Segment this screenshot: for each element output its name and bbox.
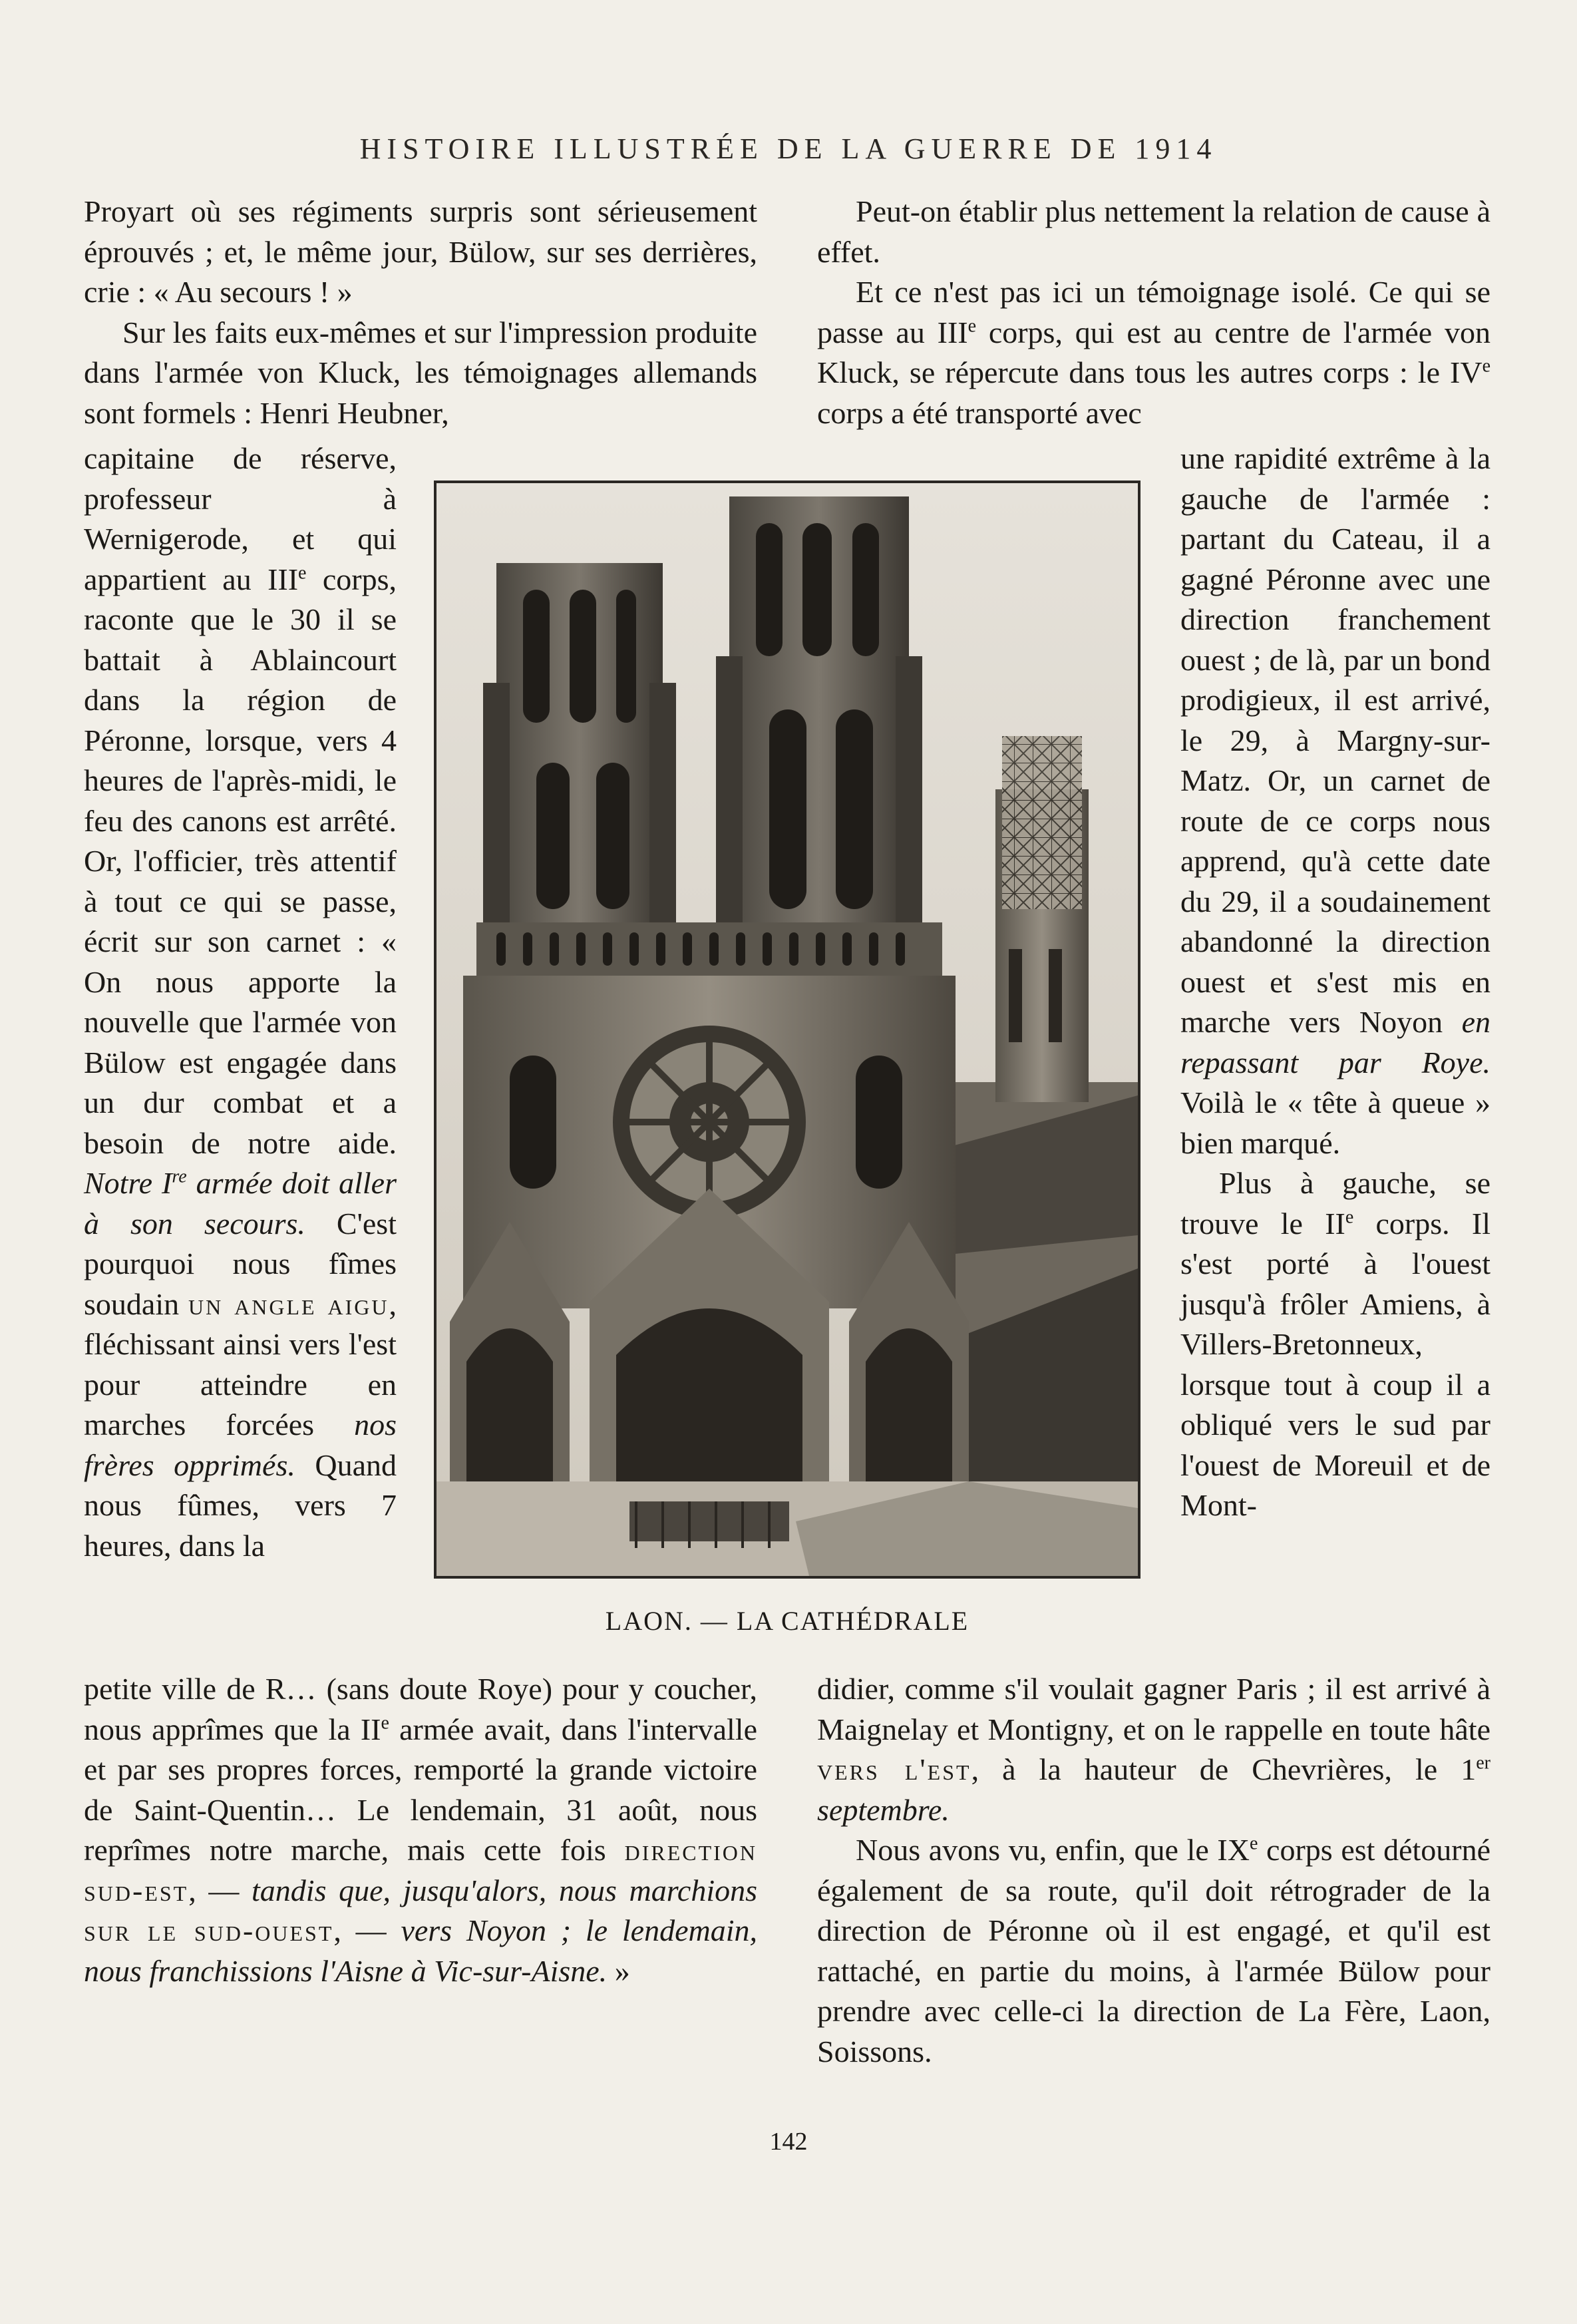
paragraph: Sur les faits eux-mêmes et sur l'impression produite dans l'armée von Kluck, les témoignages allemands sont formels : Henri Heubner, — [84, 315, 757, 430]
cathedral-photo — [434, 481, 1140, 1579]
paragraph: capitaine de réserve, professeur à Wernigerode, et qui appartient au IIIe corps, raconte que le 30 il se battait à Ablaincourt dans la région de Péronne, lorsque, vers 4 heures de l'après-midi, le feu des canons est arrêté. Or, l'officier, très attentif à tout ce qui se passe, écrit sur son carnet : « On nous apporte la nouvelle que l'armée von Bülow est engagée dans un dur combat et a besoin de notre aide. Notre Ire armée doit aller à son secours. C'est pourquoi nous fîmes soudain un angle aigu, fléchissant ainsi vers l'est pour atteindre en marches forcées nos frères opprimés. Quand nous fûmes, vers 7 heures, dans la — [84, 441, 397, 1563]
paragraph: petite ville de R… (sans doute Roye) pour y coucher, nous apprîmes que la IIe armée avait, dans l'intervalle et par ses propres forces, remporté la grande victoire de Saint-Quentin… Le lendemain, 31 août, nous reprîmes notre marche, mais cette fois direction sud-est, — tandis que, jusqu'alors, nous marchions sur le sud-ouest, — vers Noyon ; le lendemain, nous franchissions l'Aisne à Vic-sur-Aisne. » — [84, 1672, 757, 1988]
paragraph: Nous avons vu, enfin, que le IXe corps est détourné également de sa route, qu'il doit rétrograder de la direction de Péronne où il est engagé, et qu'il est rattaché, en partie du moins, à l'armée Bülow pour prendre avec celle-ci la direction de La Fère, Laon, Soissons. — [817, 1833, 1491, 2068]
left-col-bottom — [84, 1669, 757, 1991]
paragraph: Plus à gauche, se trouve le IIe corps. Il s'est porté à l'ouest jusqu'à frôler Amiens, à Villers-Bretonneux, lorsque tout à coup il a obliqué vers le sud par l'ouest de Moreuil et de Mont- — [1180, 1166, 1490, 1522]
paragraph: Peut-on établir plus nettement la relation de cause à effet. — [817, 194, 1490, 269]
page-number: 142 — [769, 2128, 808, 2156]
paragraph: Proyart où ses régiments surpris sont sérieusement éprouvés ; et, le même jour, Bülow, sur ses derrières, crie : « Au secours ! » — [84, 194, 757, 309]
left-col-top — [84, 192, 757, 433]
paragraph: didier, comme s'il voulait gagner Paris ; il est arrivé à Maignelay et Montigny, et on le rappelle en toute hâte vers l'est, à la hauteur de Chevrières, le 1er septembre. — [817, 1672, 1490, 1827]
left-col-narrow — [84, 439, 397, 1566]
right-col-top — [817, 192, 1490, 433]
paragraph: Et ce n'est pas ici un témoignage isolé. Ce qui se passe au IIIe corps, qui est au centre de l'armée von Kluck, se répercute dans tous les autres corps : le IVe corps a été transporté avec — [817, 275, 1490, 430]
photo-caption: LAON. — LA CATHÉDRALE — [605, 1606, 969, 1636]
right-col-narrow — [1180, 439, 1490, 1526]
right-col-bottom — [817, 1669, 1490, 2072]
laon-cathedral-illustration — [437, 483, 1138, 1576]
running-header: HISTOIRE ILLUSTRÉE DE LA GUERRE DE 1914 — [359, 132, 1218, 165]
paragraph: une rapidité extrême à la gauche de l'armée : partant du Cateau, il a gagné Péronne avec une direction franchement ouest ; de là, par un bond prodigieux, il est arrivé, le 29, à Margny-sur-Matz. Or, un carnet de route de ce corps nous apprend, qu'à cette date du 29, il a soudainement abandonné la direction ouest et s'est mis en marche vers Noyon en repassant par Roye. Voilà le « tête à queue » bien marqué. — [1180, 441, 1490, 1160]
